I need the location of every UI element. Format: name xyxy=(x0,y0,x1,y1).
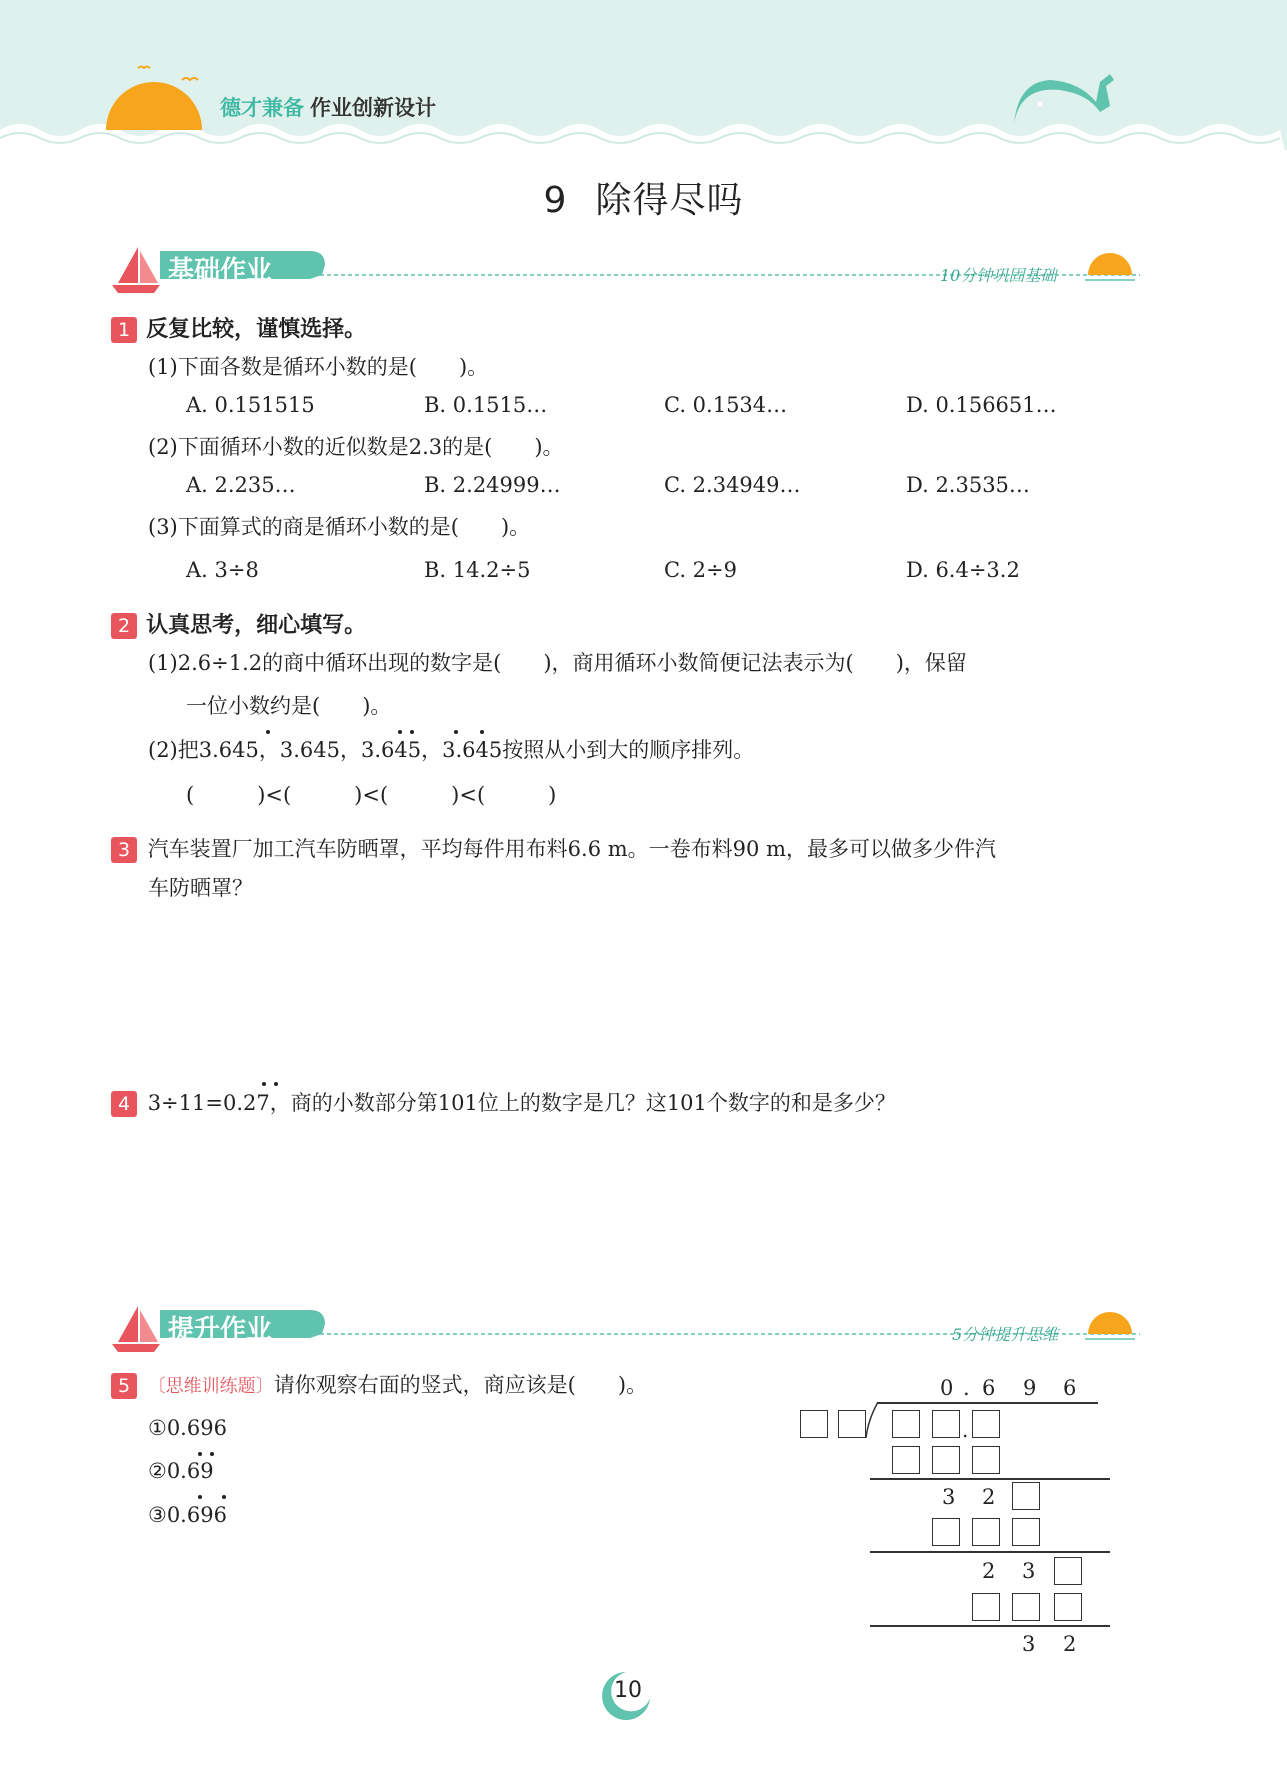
question-1-header xyxy=(111,312,366,343)
division-bracket xyxy=(864,1402,884,1438)
question-number: 5 xyxy=(111,1373,137,1399)
product-box[interactable] xyxy=(1054,1593,1082,1621)
q1-part1-stem: (1)下面各数是循环小数的是( )。 xyxy=(148,355,489,379)
whale-icon xyxy=(1010,72,1115,132)
remainder-digit: 2 xyxy=(1063,1632,1077,1656)
q1-part3-option-b: B. 14.2÷5 xyxy=(424,558,531,582)
remainder-digit: 2 xyxy=(982,1559,996,1583)
q2-part2-line: (2)把3.645，3.645，3.645，3.645按照从小到大的顺序排列。 xyxy=(148,738,755,762)
brand-title: 德才兼备 作业创新设计 xyxy=(220,96,436,120)
q1-part2-option-b: B. 2.24999… xyxy=(424,473,561,497)
repeat-dot xyxy=(198,1495,202,1499)
repeat-dot xyxy=(262,1082,266,1086)
product-box[interactable] xyxy=(892,1446,920,1474)
number-2: 3.645 xyxy=(279,738,340,762)
subtraction-line xyxy=(870,1551,1110,1553)
subtraction-line xyxy=(870,1478,1110,1480)
question-heading: 反复比较，谨慎选择。 xyxy=(146,317,367,342)
remainder-digit: 3 xyxy=(1022,1559,1036,1583)
quotient-point: . xyxy=(963,1376,970,1400)
q1-part3-option-d: D. 6.4÷3.2 xyxy=(906,558,1020,582)
number-3: 3.645 xyxy=(361,738,422,762)
product-box[interactable] xyxy=(972,1518,1000,1546)
section-basic-note: 10分钟巩固基础 xyxy=(940,266,1057,285)
remainder-box[interactable] xyxy=(1012,1482,1040,1510)
section-advanced-note: 5分钟提升思维 xyxy=(952,1325,1059,1344)
q1-part2-option-c: C. 2.34949… xyxy=(664,473,801,497)
q1-part3-stem: (3)下面算式的商是循环小数的是( )。 xyxy=(148,515,531,539)
question-heading: 认真思考，细心填写。 xyxy=(146,613,367,638)
subtraction-line xyxy=(870,1625,1110,1627)
q2-part2-blanks: ( )<( )<( )<( ) xyxy=(186,783,557,807)
q5-option-2: ②0.69 xyxy=(148,1459,214,1483)
product-box[interactable] xyxy=(932,1446,960,1474)
product-box[interactable] xyxy=(1012,1593,1040,1621)
q1-part2-stem: (2)下面循环小数的近似数是2.3的是( )。 xyxy=(148,435,564,459)
section-basic-label: 基础作业 xyxy=(168,256,273,286)
repeat-dot xyxy=(274,1082,278,1086)
remainder-digit: 2 xyxy=(982,1485,996,1509)
repeat-dot xyxy=(210,1452,214,1456)
repeat-dot xyxy=(198,1452,202,1456)
repeat-dot xyxy=(454,730,458,734)
division-bar xyxy=(878,1402,1098,1404)
q2-part1-line1: (1)2.6÷1.2的商中循环出现的数字是( )，商用循环小数简便记法表示为( )，保留 xyxy=(148,651,967,675)
q1-part1-option-d: D. 0.156651… xyxy=(906,393,1057,417)
dividend-point: . xyxy=(962,1418,969,1442)
question-tag: 〔思维训练题〕 xyxy=(147,1376,274,1397)
q5-option-3: ③0.696 xyxy=(148,1503,227,1527)
product-box[interactable] xyxy=(1012,1518,1040,1546)
q2-part1-line2: 一位小数约是( )。 xyxy=(186,694,392,718)
dividend-box[interactable] xyxy=(892,1410,920,1438)
repeat-dot xyxy=(266,730,270,734)
repeat-dot xyxy=(410,730,414,734)
q1-part2-option-d: D. 2.3535… xyxy=(906,473,1030,497)
quotient-digit: 9 xyxy=(1023,1376,1037,1400)
q1-part3-option-a: A. 3÷8 xyxy=(186,558,259,582)
repeat-dot xyxy=(222,1495,226,1499)
repeat-dot xyxy=(398,730,402,734)
product-box[interactable] xyxy=(972,1593,1000,1621)
question-3-line1: 3 汽车装置厂加工汽车防晒罩，平均每件用布料6.6 m。一卷布料90 m，最多可以做多少件汽 xyxy=(111,834,996,864)
page-number: 10 xyxy=(614,1678,642,1703)
q1-part1-option-a: A. 0.151515 xyxy=(186,393,315,417)
quotient-digit: 0 xyxy=(940,1376,954,1400)
page-title: 9 除得尽吗 xyxy=(543,180,744,221)
product-box[interactable] xyxy=(972,1446,1000,1474)
question-number: 1 xyxy=(111,317,137,343)
divisor-box[interactable] xyxy=(838,1410,866,1438)
question-number: 2 xyxy=(111,613,137,639)
question-number: 4 xyxy=(111,1091,137,1117)
remainder-box[interactable] xyxy=(1054,1557,1082,1585)
quotient-digit: 6 xyxy=(982,1376,996,1400)
number-4: 3.645 xyxy=(442,738,503,762)
q1-part2-option-a: A. 2.235… xyxy=(186,473,296,497)
sun-icon xyxy=(100,60,210,130)
question-4: 4 3÷11=0.27，商的小数部分第101位上的数字是几？这101个数字的和是多少？ xyxy=(111,1088,896,1118)
repeating-decimal: 0.27 xyxy=(222,1091,270,1115)
number-1: 3.645 xyxy=(198,738,259,762)
question-5: 5 〔思维训练题〕请你观察右面的竖式，商应该是( )。 xyxy=(111,1370,647,1402)
divisor-box[interactable] xyxy=(800,1410,828,1438)
remainder-digit: 3 xyxy=(1022,1632,1036,1656)
dividend-box[interactable] xyxy=(932,1410,960,1438)
section-advanced-label: 提升作业 xyxy=(168,1315,273,1345)
q1-part1-option-b: B. 0.1515… xyxy=(424,393,548,417)
remainder-digit: 3 xyxy=(942,1485,956,1509)
q1-part1-option-c: C. 0.1534… xyxy=(664,393,788,417)
repeat-dot xyxy=(480,730,484,734)
question-2-header xyxy=(111,608,366,639)
product-box[interactable] xyxy=(932,1518,960,1546)
q5-option-1: ①0.696 xyxy=(148,1416,227,1440)
quotient-digit: 6 xyxy=(1063,1376,1077,1400)
dividend-box[interactable] xyxy=(972,1410,1000,1438)
q1-part3-option-c: C. 2÷9 xyxy=(664,558,737,582)
question-3-line2: 车防晒罩？ xyxy=(148,876,253,900)
question-number: 3 xyxy=(111,837,137,863)
